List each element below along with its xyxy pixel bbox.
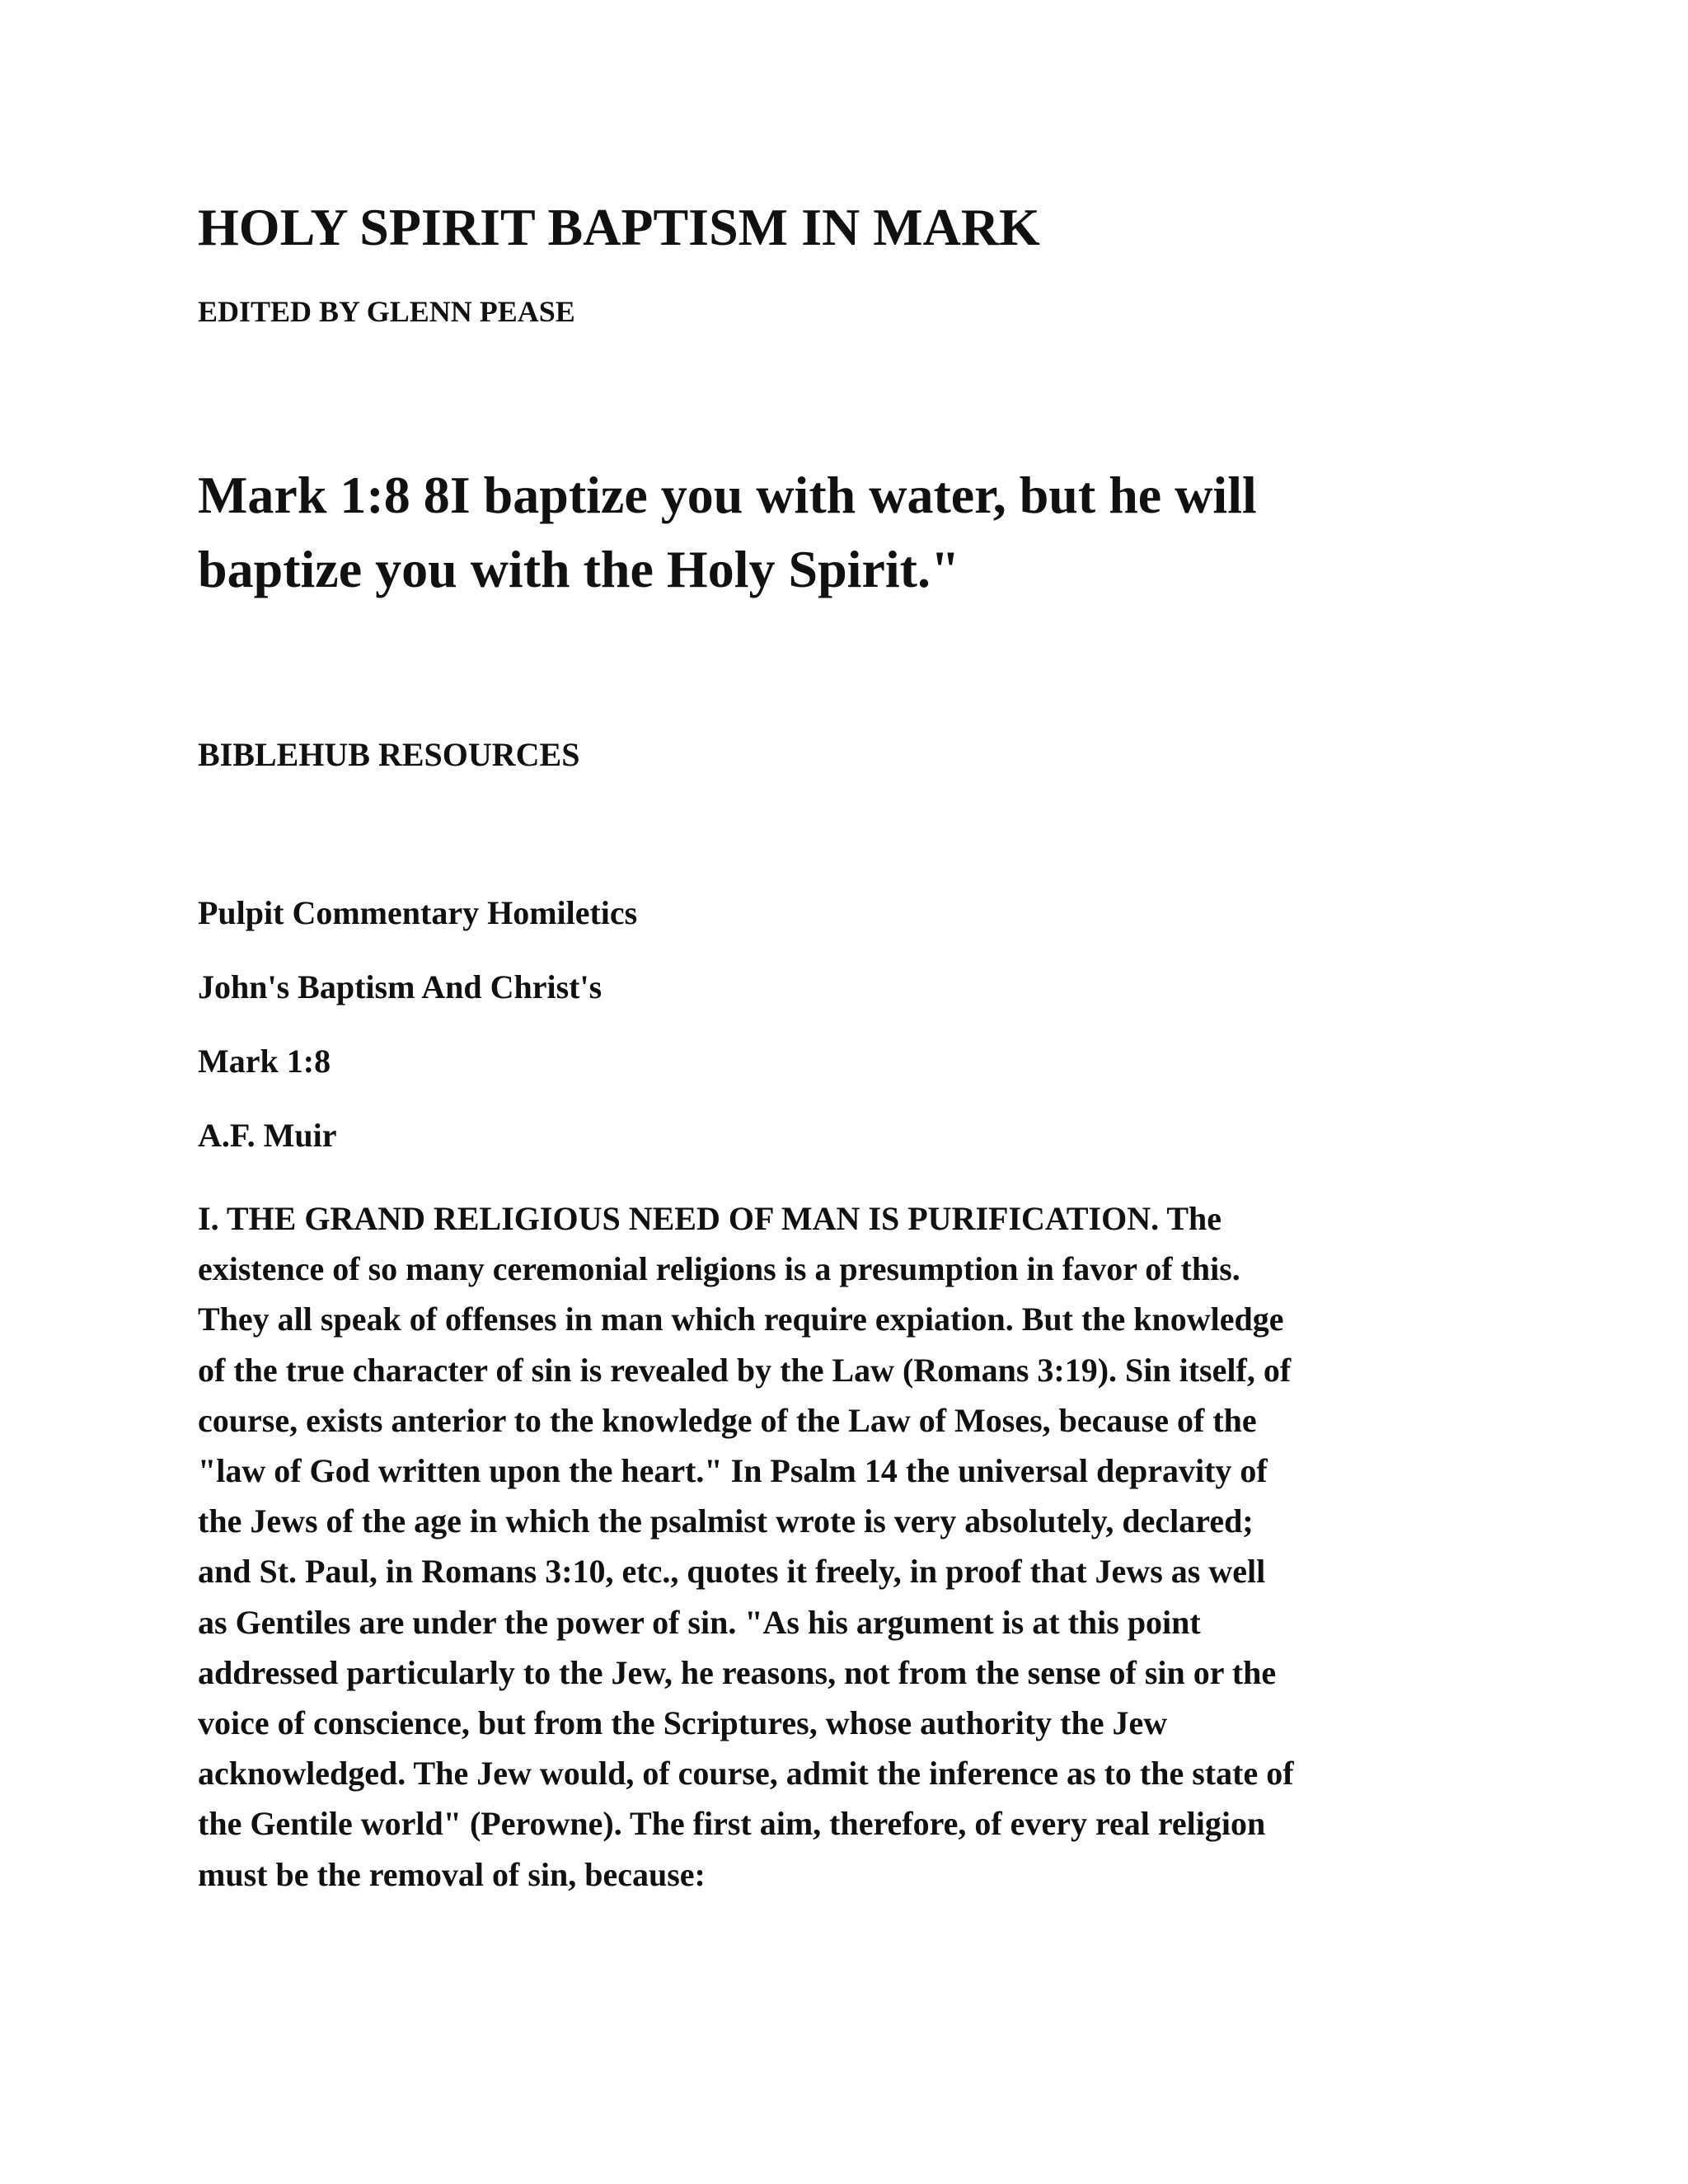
body-line: voice of conscience, but from the Scriptures, whose authority the Jew bbox=[198, 1704, 1168, 1742]
body-line: must be the removal of sin, because: bbox=[198, 1855, 706, 1893]
document-title: HOLY SPIRIT BAPTISM IN MARK bbox=[198, 198, 1040, 256]
sermon-reference: Mark 1:8 bbox=[198, 1043, 331, 1080]
body-line: addressed particularly to the Jew, he reasons, not from the sense of sin or the bbox=[198, 1653, 1277, 1691]
resources-heading: BIBLEHUB RESOURCES bbox=[198, 736, 580, 773]
body-line: as Gentiles are under the power of sin. "As his argument is at this point bbox=[198, 1603, 1201, 1641]
body-line: the Jews of the age in which the psalmist wrote is very absolutely, declared; bbox=[198, 1502, 1254, 1540]
document-editor: EDITED BY GLENN PEASE bbox=[198, 295, 575, 328]
body-line: acknowledged. The Jew would, of course, admit the inference as to the state of bbox=[198, 1755, 1294, 1793]
body-line: existence of so many ceremonial religions is a presumption in favor of this. bbox=[198, 1250, 1240, 1288]
scripture-heading bbox=[198, 458, 1484, 607]
body-line: I. THE GRAND RELIGIOUS NEED OF MAN IS PURIFICATION. The bbox=[198, 1200, 1222, 1237]
body-line: of the true character of sin is revealed by the Law (Romans 3:19). Sin itself, of bbox=[198, 1351, 1292, 1389]
body-line: the Gentile world" (Perowne). The first aim, therefore, of every real religion bbox=[198, 1805, 1266, 1843]
scripture-line: Mark 1:8 8I baptize you with water, but he will bbox=[198, 466, 1257, 524]
body-line: course, exists anterior to the knowledge of the Law of Moses, because of the bbox=[198, 1401, 1257, 1439]
commentary-name: Pulpit Commentary Homiletics bbox=[198, 894, 638, 931]
sermon-title: John's Baptism And Christ's bbox=[198, 968, 603, 1005]
scripture-line: baptize you with the Holy Spirit." bbox=[198, 540, 960, 598]
body-line: They all speak of offenses in man which require expiation. But the knowledge bbox=[198, 1301, 1284, 1338]
sermon-author: A.F. Muir bbox=[198, 1117, 337, 1154]
body-line: and St. Paul, in Romans 3:10, etc., quotes it freely, in proof that Jews as well bbox=[198, 1553, 1266, 1591]
body-line: "law of God written upon the heart." In Psalm 14 the universal depravity of bbox=[198, 1452, 1268, 1490]
body-paragraph bbox=[198, 1193, 1500, 1900]
